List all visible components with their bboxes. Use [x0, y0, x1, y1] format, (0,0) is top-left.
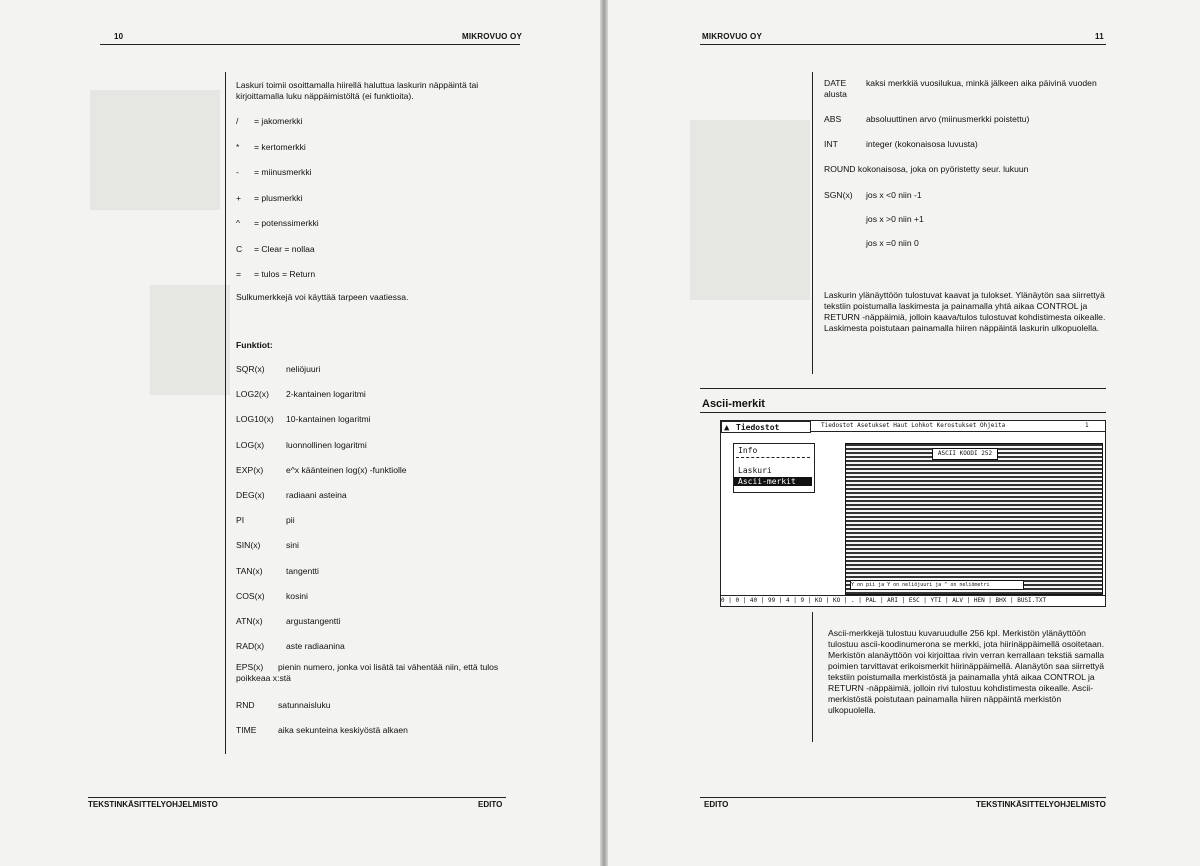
footer-title: TEKSTINKÄSITTELYOHJELMISTO — [88, 800, 218, 809]
menu-item-ascii-merkit: Ascii-merkit — [734, 477, 812, 486]
function-row — [236, 700, 331, 710]
operator-row — [236, 269, 315, 279]
atari-logo-icon: ▲ — [724, 423, 730, 433]
function-desc: 10-kantainen logaritmi — [286, 414, 371, 425]
function-desc: satunnaisluku — [278, 700, 331, 710]
footer-product: EDITO — [704, 800, 729, 809]
function-name: EPS(x) — [236, 662, 264, 672]
intro-paragraph: Laskuri toimii osoittamalla hiirellä haluttua laskurin näppäintä tai kirjoittamalla luku näppäimistöltä (ei funktioita). — [236, 80, 479, 101]
header-rule — [100, 44, 520, 45]
page-number: 11 — [1095, 32, 1104, 41]
section-rule — [700, 388, 1106, 389]
header-rule — [700, 44, 1106, 45]
operator-row — [236, 244, 315, 254]
function-name: DATE — [824, 78, 847, 88]
ascii-paragraph: Ascii-merkkejä tulostuu kuvaruudulle 256 kpl. Merkistön ylänäyttöön tulostuu ascii-koodinumerona se merkki, jota hiirinäppäimellä osoitetaan. Merkistön alanäyttöön voi kirjoittaa rivin verran kerrallaan tekstiä samalla poimien tarvittavat erikoismerkit hiirinäppäimellä. Alanäytön saa siirrettyä tekstiin poistumalla merkistöstä ja painamalla yhtä aikaa CONTROL ja RETURN -näppäimiä, jolloin rivi tulostuu kohdistimesta oikealle. Ascii-merkistöstä poistutaan painamalla hiiren näppäintä merkistön ulkopuolella. — [828, 628, 1105, 715]
function-desc: = tulos = Return — [254, 269, 316, 279]
ascii-code-readout: ASCII KOODI 252 — [932, 448, 998, 460]
function-desc: argustangentti — [286, 616, 341, 626]
function-desc: kosini — [286, 590, 308, 601]
function-name: + — [236, 192, 242, 203]
function-name: ^ — [236, 218, 241, 228]
function-name: TAN(x) — [236, 565, 263, 576]
sgn-case: jos x <0 niin -1 — [866, 190, 922, 200]
function-desc: luonnollinen logaritmi — [286, 439, 367, 450]
function-row — [824, 114, 1029, 124]
function-desc: tangentti — [286, 565, 319, 576]
operator-row — [236, 116, 302, 126]
function-name: C — [236, 243, 243, 254]
function-name: - — [236, 167, 239, 177]
operator-row — [236, 193, 302, 203]
function-name: PI — [236, 515, 245, 526]
function-row — [236, 591, 308, 601]
function-desc: pii — [286, 515, 295, 526]
function-name: SQR(x) — [236, 364, 265, 374]
function-name: EXP(x) — [236, 464, 264, 475]
ruler-mark: 1 — [1085, 422, 1089, 429]
function-name: SGN(x) — [824, 190, 853, 200]
function-row — [236, 465, 407, 475]
function-row — [236, 566, 319, 576]
function-row — [824, 139, 978, 149]
function-name: LOG2(x) — [236, 389, 269, 400]
function-desc: pienin numero, jonka voi lisätä tai vähentää niin, että tulos poikkeaa x:stä — [236, 662, 499, 683]
operator-row — [236, 142, 306, 152]
function-name: * — [236, 141, 240, 152]
menu-item-info: Info — [738, 446, 758, 455]
operator-row — [236, 218, 319, 228]
function-row — [236, 414, 371, 424]
ascii-input-line: Y on pii ja Y on neliöjuuri ja ^ on neliömetri — [850, 580, 1024, 590]
section-rule — [700, 412, 1106, 413]
bleed-through-shadow — [90, 90, 220, 210]
function-name: SIN(x) — [236, 540, 261, 551]
function-name: RND — [236, 700, 255, 710]
footer-rule — [700, 797, 1106, 798]
function-name: RAD(x) — [236, 641, 265, 652]
function-row — [236, 440, 367, 450]
column-rule — [812, 612, 813, 742]
function-desc: = Clear = nollaa — [254, 243, 315, 254]
function-name: ATN(x) — [236, 616, 263, 626]
function-name: LOG(x) — [236, 439, 265, 450]
result-paragraph: Laskurin ylänäyttöön tulostuvat kaavat ja tulokset. Ylänäytön saa siirrettyä tekstiin poistumalla laskimesta ja painamalla yhtä aikaa CONTROL ja RETURN -näppäimiä, jolloin kaava/tulos tulostuvat kohdistimesta oikealle. Laskimesta poistutaan painamalla hiiren näppäintä laskurin ulkopuolella. — [824, 290, 1106, 333]
function-row — [236, 616, 340, 626]
ascii-character-grid — [845, 443, 1103, 595]
function-desc: e^x käänteinen log(x) -funktiolle — [286, 464, 407, 475]
function-desc: 2-kantainen logaritmi — [286, 389, 366, 400]
function-row-sgn — [824, 190, 866, 200]
ascii-screenshot — [720, 420, 1106, 607]
function-name: DEG(x) — [236, 490, 265, 500]
function-name: / — [236, 116, 239, 126]
function-desc: absoluuttinen arvo (miinusmerkki poistettu) — [866, 114, 1030, 124]
function-desc: aika sekunteina keskiyöstä alkaen — [278, 725, 408, 735]
right-page — [604, 0, 1200, 866]
function-row — [236, 641, 345, 651]
menu-item-laskuri: Laskuri — [738, 466, 772, 475]
running-header: MIKROVUO OY — [462, 32, 522, 41]
function-row — [236, 540, 299, 550]
function-desc: = plusmerkki — [254, 192, 303, 203]
function-name: = — [236, 269, 242, 279]
menubar-text: Tiedostot Asetukset Haut Lohkot Kerostukset Ohjeita — [821, 422, 1006, 429]
function-desc: = potenssimerkki — [254, 218, 319, 228]
function-row — [236, 515, 295, 525]
screenshot-status-bar: 0 | 0 | 40 | 99 | 4 | 9 | KO | KO | . | PAL | ARI | ESC | YTI | ALV | HEN | BHX | BUSI.TXT — [720, 595, 1106, 607]
footer-title: TEKSTINKÄSITTELYOHJELMISTO — [976, 800, 1106, 809]
function-row — [236, 725, 408, 735]
bleed-through-shadow — [690, 120, 810, 300]
column-rule — [225, 72, 226, 754]
function-desc: radiaani asteina — [286, 490, 347, 500]
brackets-note: Sulkumerkkejä voi käyttää tarpeen vaatiessa. — [236, 292, 409, 302]
sgn-case: jos x =0 niin 0 — [866, 238, 919, 248]
function-row — [236, 490, 347, 500]
function-desc: sini — [286, 540, 299, 551]
footer-product: EDITO — [478, 800, 503, 809]
function-desc: = jakomerkki — [254, 116, 303, 126]
function-row — [236, 364, 320, 374]
menu-separator — [736, 457, 810, 458]
function-name: INT — [824, 139, 838, 149]
function-desc: neliöjuuri — [286, 364, 321, 374]
footer-rule — [88, 797, 506, 798]
function-row — [236, 389, 366, 399]
function-name: TIME — [236, 725, 257, 735]
function-desc: aste radiaanina — [286, 641, 345, 652]
function-desc: integer (kokonaisosa luvusta) — [866, 139, 978, 149]
function-name: COS(x) — [236, 590, 265, 601]
bleed-through-shadow — [150, 285, 230, 395]
operator-row — [236, 167, 312, 177]
function-desc: = miinusmerkki — [254, 167, 312, 177]
column-rule — [812, 72, 813, 374]
page-number: 10 — [114, 32, 124, 41]
sgn-case: jos x >0 niin +1 — [866, 214, 924, 224]
tiedostot-menu-title: ▲ Tiedostot — [721, 421, 811, 433]
function-name: LOG10(x) — [236, 414, 274, 425]
functions-heading: Funktiot: — [236, 340, 273, 350]
round-line: ROUND kokonaisosa, joka on pyöristetty seur. lukuun — [824, 164, 1029, 174]
function-desc: kaksi merkkiä vuosilukua, minkä jälkeen aika päivinä vuoden alusta — [824, 78, 1097, 99]
section-title: Ascii-merkit — [702, 398, 765, 410]
running-header: MIKROVUO OY — [702, 32, 762, 41]
function-desc: = kertomerkki — [254, 141, 306, 152]
tiedostot-menu-dropdown — [733, 443, 815, 493]
function-name: ABS — [824, 114, 842, 124]
